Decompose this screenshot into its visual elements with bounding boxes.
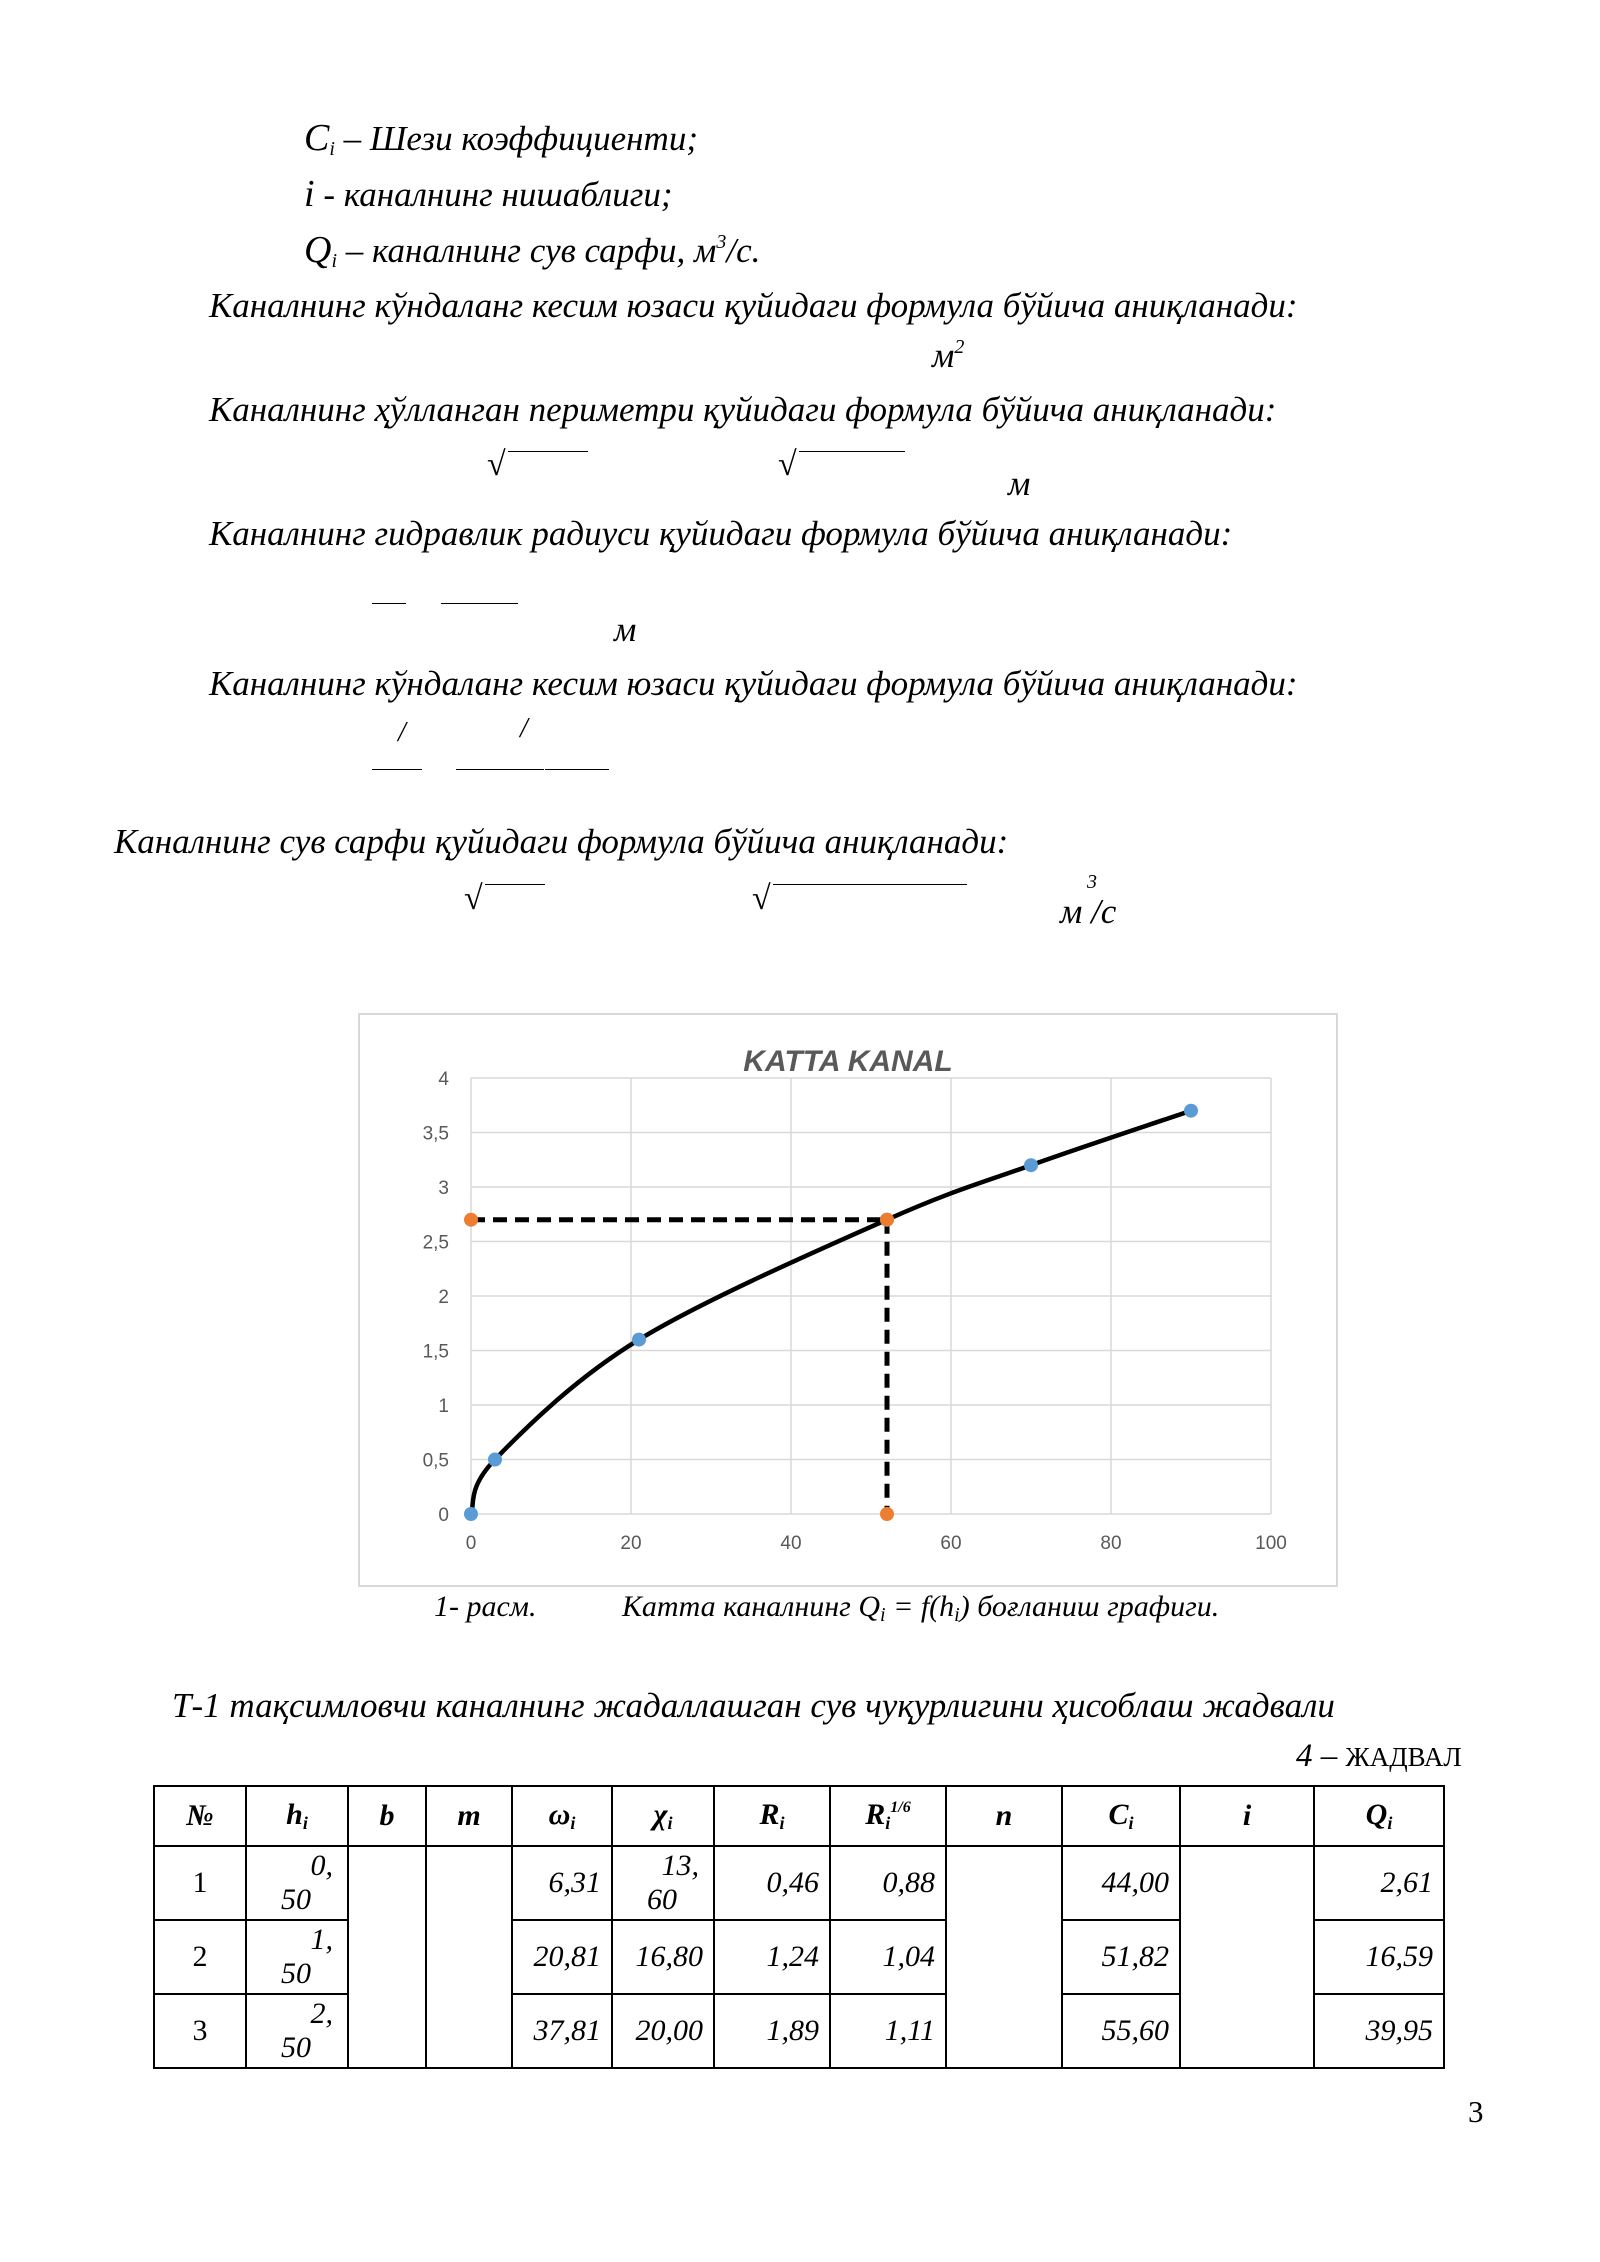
data-point: [1184, 1104, 1198, 1118]
definition-ci: [304, 116, 698, 161]
fraction-bar: [372, 603, 406, 604]
perimeter-sentence: Каналнинг ҳўлланган периметри қуйидаги формула бўйича аниқланади:: [209, 390, 1277, 429]
highlight-point: [880, 1507, 894, 1521]
radius-sentence: Каналнинг гидравлик радиуси қуйидаги формула бўйича аниқланади:: [209, 514, 1233, 553]
flow-unit: м /с: [1060, 892, 1117, 931]
cell-n: [946, 1846, 1062, 2068]
definition-subscript: i: [331, 250, 338, 272]
area-sentence: Каналнинг кўндаланг кесим юзаси қуйидаги формула бўйича аниқланади:: [209, 286, 1298, 325]
definition-text: – каналнинг сув сарфи, м: [337, 231, 717, 270]
cell-r: 1,24: [714, 1920, 830, 1994]
header-no: №: [154, 1786, 246, 1846]
cell-chi: 20,00: [612, 1994, 714, 2068]
table-header-row: [154, 1786, 1444, 1846]
fraction-bar: [456, 769, 544, 770]
perimeter-unit: м: [1008, 464, 1031, 503]
x-tick-label: 0: [465, 1533, 477, 1554]
figure-caption: [622, 1590, 1219, 1627]
data-point: [464, 1507, 478, 1521]
data-point: [1024, 1158, 1038, 1172]
sqrt-symbol: √: [487, 446, 506, 483]
flow-sentence: Каналнинг сув сарфи қуйидаги формула бўйича аниқланади:: [114, 822, 1009, 861]
x-tick-label: 100: [1255, 1533, 1287, 1554]
radical-bar: [799, 451, 905, 452]
table-number-word: ЖАДВАЛ: [1345, 1742, 1462, 1772]
chart-title: KATTA KANAL: [743, 1045, 953, 1078]
cell-no: 3: [154, 1994, 246, 2068]
header-n: n: [946, 1786, 1062, 1846]
table-title: Т-1 тақсимловчи каналнинг жадаллашган сув чуқурлигини ҳисоблаш жадвали: [172, 1686, 1335, 1725]
y-tick-label: 0: [438, 1505, 449, 1526]
area-sentence-2: Каналнинг кўндаланг кесим юзаси қуйидаги формула бўйича аниқланади:: [209, 664, 1298, 703]
area-unit: [932, 336, 964, 376]
cell-r-sixth: 1,04: [830, 1920, 946, 1994]
definition-symbol: i: [304, 173, 315, 215]
header-m: m: [426, 1786, 512, 1846]
y-tick-label: 4: [438, 1069, 449, 1090]
cell-r-sixth: 0,88: [830, 1846, 946, 1920]
area-unit-sup: 2: [954, 336, 965, 358]
x-tick-label: 60: [940, 1533, 962, 1554]
fraction-slash: /: [398, 717, 406, 748]
table-number-num: 4: [1296, 1738, 1313, 1774]
header-r-sixth: $Ri^{1/6}$: [830, 1786, 946, 1846]
chart-svg: [360, 1015, 1336, 1585]
data-point: [632, 1333, 646, 1347]
header-chi: χi: [612, 1786, 714, 1846]
cell-q: 39,95: [1314, 1994, 1444, 2068]
cell-r-sixth: 1,11: [830, 1994, 946, 2068]
cell-q: 16,59: [1314, 1920, 1444, 1994]
cell-c: 51,82: [1062, 1920, 1180, 1994]
y-tick-label: 2,5: [422, 1232, 449, 1254]
x-tick-label: 20: [620, 1533, 642, 1554]
definition-tail: /с.: [726, 231, 761, 270]
y-tick-label: 1,5: [422, 1341, 449, 1363]
flow-unit-sup: 3: [1087, 871, 1097, 893]
fraction-bar: [372, 769, 422, 770]
cell-m: [426, 1846, 512, 2068]
sqrt-symbol: √: [752, 880, 771, 917]
definition-qi: [304, 228, 760, 273]
caption-sub: i: [880, 1604, 886, 1626]
data-table: [153, 1785, 1445, 2069]
cell-chi: 13, 60: [612, 1846, 714, 1920]
y-tick-label: 1: [438, 1396, 449, 1417]
cell-no: 2: [154, 1920, 246, 1994]
cell-omega: 6,31: [512, 1846, 612, 1920]
cell-omega: 20,81: [512, 1920, 612, 1994]
area-unit-text: м: [932, 336, 955, 375]
page-number: 3: [1468, 2094, 1484, 2129]
highlight-point: [464, 1213, 478, 1227]
cell-q: 2,61: [1314, 1846, 1444, 1920]
table-number: [1296, 1738, 1462, 1775]
radical-bar: [485, 884, 545, 885]
definition-i: [304, 172, 673, 216]
header-c: Ci: [1062, 1786, 1180, 1846]
fraction-bar: [545, 769, 609, 770]
cell-h: 1, 50: [246, 1920, 348, 1994]
sqrt-symbol: √: [778, 446, 797, 483]
header-q: Qi: [1314, 1786, 1444, 1846]
cell-omega: 37,81: [512, 1994, 612, 2068]
y-tick-label: 2: [438, 1287, 449, 1308]
header-r: Ri: [714, 1786, 830, 1846]
series-line: [471, 1111, 1191, 1514]
header-omega: ωi: [512, 1786, 612, 1846]
table-number-dash: –: [1312, 1738, 1346, 1774]
sqrt-symbol: √: [464, 880, 483, 917]
y-tick-label: 3: [438, 1178, 449, 1199]
unit-superscript: 3: [716, 231, 727, 253]
cell-r: 0,46: [714, 1846, 830, 1920]
cell-h: 2, 50: [246, 1994, 348, 2068]
caption-text: Катта каналнинг Q: [622, 1590, 881, 1623]
header-b: b: [348, 1786, 426, 1846]
y-tick-label: 3,5: [422, 1123, 449, 1145]
cell-h: 0, 50: [246, 1846, 348, 1920]
definition-text: - каналнинг нишаблиги;: [314, 175, 673, 214]
chart: [358, 1013, 1338, 1587]
cell-c: 44,00: [1062, 1846, 1180, 1920]
definition-text: – Шези коэффициенти;: [334, 119, 698, 158]
caption-text: = f(h: [885, 1590, 955, 1623]
fraction-slash: /: [520, 713, 528, 744]
highlight-point: [880, 1213, 894, 1227]
x-tick-label: 40: [780, 1533, 802, 1554]
radical-bar: [773, 884, 967, 885]
data-point: [488, 1453, 502, 1467]
caption-text: ) боғланиш графиги.: [959, 1590, 1220, 1623]
definition-symbol: Q: [304, 229, 332, 271]
cell-i: [1180, 1846, 1314, 2068]
figure-label: 1- расм.: [434, 1590, 537, 1623]
definition-subscript: i: [329, 138, 335, 160]
cell-no: 1: [154, 1846, 246, 1920]
radical-bar: [508, 451, 588, 452]
y-tick-label: 0,5: [422, 1450, 449, 1472]
cell-r: 1,89: [714, 1994, 830, 2068]
cell-b: [348, 1846, 426, 2068]
definition-symbol: C: [304, 117, 330, 159]
caption-sub: i: [954, 1604, 960, 1626]
header-i: i: [1180, 1786, 1314, 1846]
cell-chi: 16,80: [612, 1920, 714, 1994]
radius-unit: м: [614, 610, 637, 649]
cell-c: 55,60: [1062, 1994, 1180, 2068]
x-tick-label: 80: [1100, 1533, 1122, 1554]
fraction-bar: [441, 603, 518, 604]
header-h: hi: [246, 1786, 348, 1846]
table-row: [154, 1846, 1444, 1920]
